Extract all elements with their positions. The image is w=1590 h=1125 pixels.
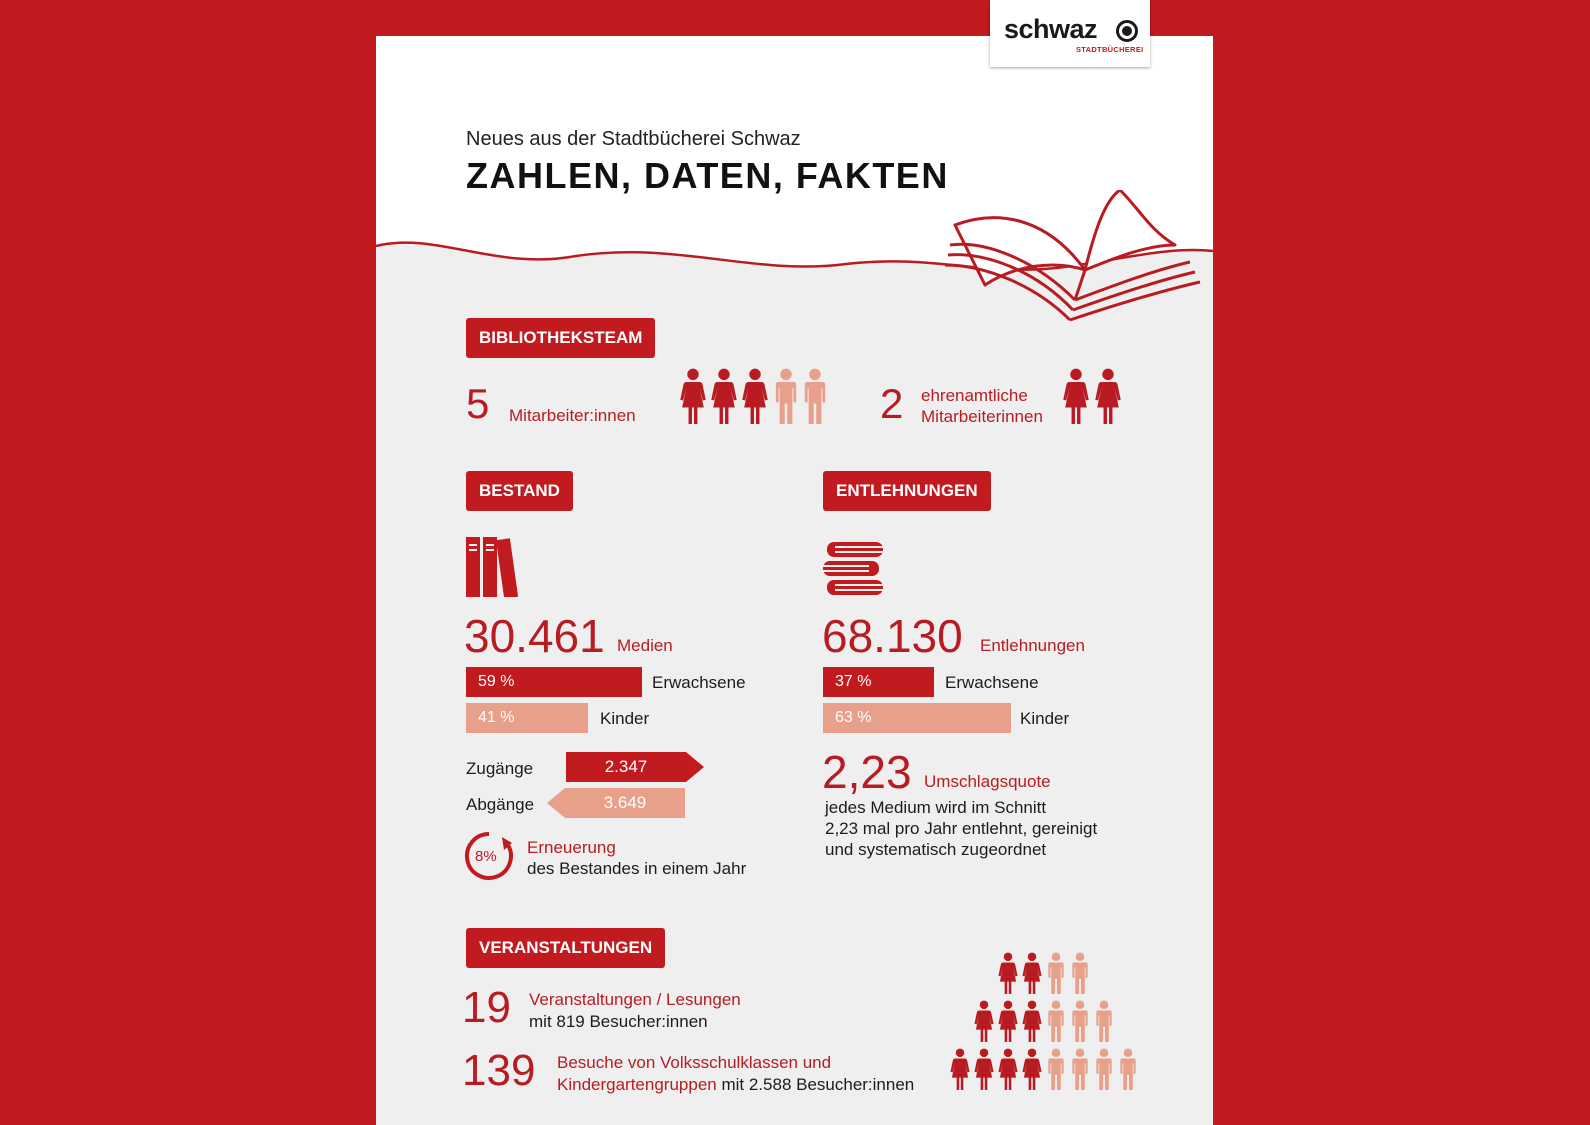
bestand-unit: Medien [617,636,673,655]
turnover-note-line1: jedes Medium wird im Schnitt [825,798,1047,817]
visits-count: 139 [462,1046,536,1095]
events-label: Veranstaltungen / Lesungen [529,990,741,1009]
man-icon [1070,1048,1090,1090]
woman-icon [974,1000,994,1042]
woman-icon [998,1048,1018,1090]
man-icon [1046,1048,1066,1090]
turnover-note-line2: 2,23 mal pro Jahr entlehnt, gereinigt [825,819,1098,838]
volunteer-count: 2 [880,380,904,427]
tag-bibliotheksteam: BIBLIOTHEKSTEAM [466,318,655,358]
turnover-label: Umschlagsquote [924,772,1051,791]
zugaenge-value: 2.347 [604,757,648,776]
zugaenge-label: Zugänge [466,759,534,778]
volunteer-label-line2: Mitarbeiterinnen [921,407,1043,426]
woman-icon [998,952,1018,994]
staff-label: Mitarbeiter:innen [509,406,636,425]
man-icon [1094,1048,1114,1090]
entlehnungen-total: 68.130 [822,610,963,662]
bestand-adults-label: Erwachsene [652,673,746,692]
man-icon [773,368,799,424]
woman-icon [1063,368,1089,424]
entlehnungen-adults-label: Erwachsene [945,673,1039,692]
entlehnungen-adults-bar: 37 % [823,667,934,697]
woman-icon [742,368,768,424]
tag-bestand: BESTAND [466,471,573,511]
bestand-kids-label: Kinder [600,709,650,728]
woman-icon [711,368,737,424]
entlehnungen-kids-label: Kinder [1020,709,1070,728]
turnover-note-line3: und systematisch zugeordnet [825,840,1047,859]
man-icon [802,368,828,424]
bestand-adults-bar: 59 % [466,667,642,697]
renewal-percent: 8% [475,848,497,865]
abgaenge-value: 3.649 [603,793,647,812]
logo-dot-icon [1116,20,1138,42]
events-count: 19 [462,983,511,1032]
woman-icon [1022,952,1042,994]
woman-icon [1095,368,1121,424]
renewal-label-line2: des Bestandes in einem Jahr [527,859,747,878]
woman-icon [950,1048,970,1090]
abgaenge-label: Abgänge [466,795,535,814]
man-icon [1070,952,1090,994]
bestand-total: 30.461 [464,610,605,662]
woman-icon [680,368,706,424]
logo-subtitle: STADTBÜCHEREI [1076,45,1144,54]
schwaz-logo [990,0,1150,67]
woman-icon [1022,1048,1042,1090]
events-visitors: mit 819 Besucher:innen [529,1012,708,1031]
woman-icon [998,1000,1018,1042]
man-icon [1046,952,1066,994]
man-icon [1094,1000,1114,1042]
page-title: ZAHLEN, DATEN, FAKTEN [466,155,949,196]
page-subtitle: Neues aus der Stadtbücherei Schwaz [466,128,801,150]
bestand-kids-bar: 41 % [466,703,588,733]
volunteer-label-line1: ehrenamtliche [921,386,1028,405]
entlehnungen-kids-bar: 63 % [823,703,1011,733]
entlehnungen-unit: Entlehnungen [980,636,1085,655]
visits-label-line2 [557,1075,914,1095]
tag-entlehnungen: ENTLEHNUNGEN [823,471,991,511]
book-stack-icon [823,542,883,596]
man-icon [1046,1000,1066,1042]
man-icon [1118,1048,1138,1090]
man-icon [1070,1000,1090,1042]
open-book-icon [945,190,1215,340]
visits-label-line1: Besuche von Volksschulklassen und [557,1053,832,1072]
woman-icon [1022,1000,1042,1042]
tag-veranstaltungen: VERANSTALTUNGEN [466,928,665,968]
renewal-label-line1: Erneuerung [527,838,616,857]
logo-wordmark: schwaz [1004,14,1098,44]
visits-label-line2-dark: mit 2.588 Besucher:innen [721,1075,915,1094]
woman-icon [974,1048,994,1090]
visits-label-line2-red: Kindergartengruppen [557,1075,717,1094]
books-icon [466,535,526,597]
turnover-value: 2,23 [822,746,912,798]
staff-count: 5 [466,380,490,427]
